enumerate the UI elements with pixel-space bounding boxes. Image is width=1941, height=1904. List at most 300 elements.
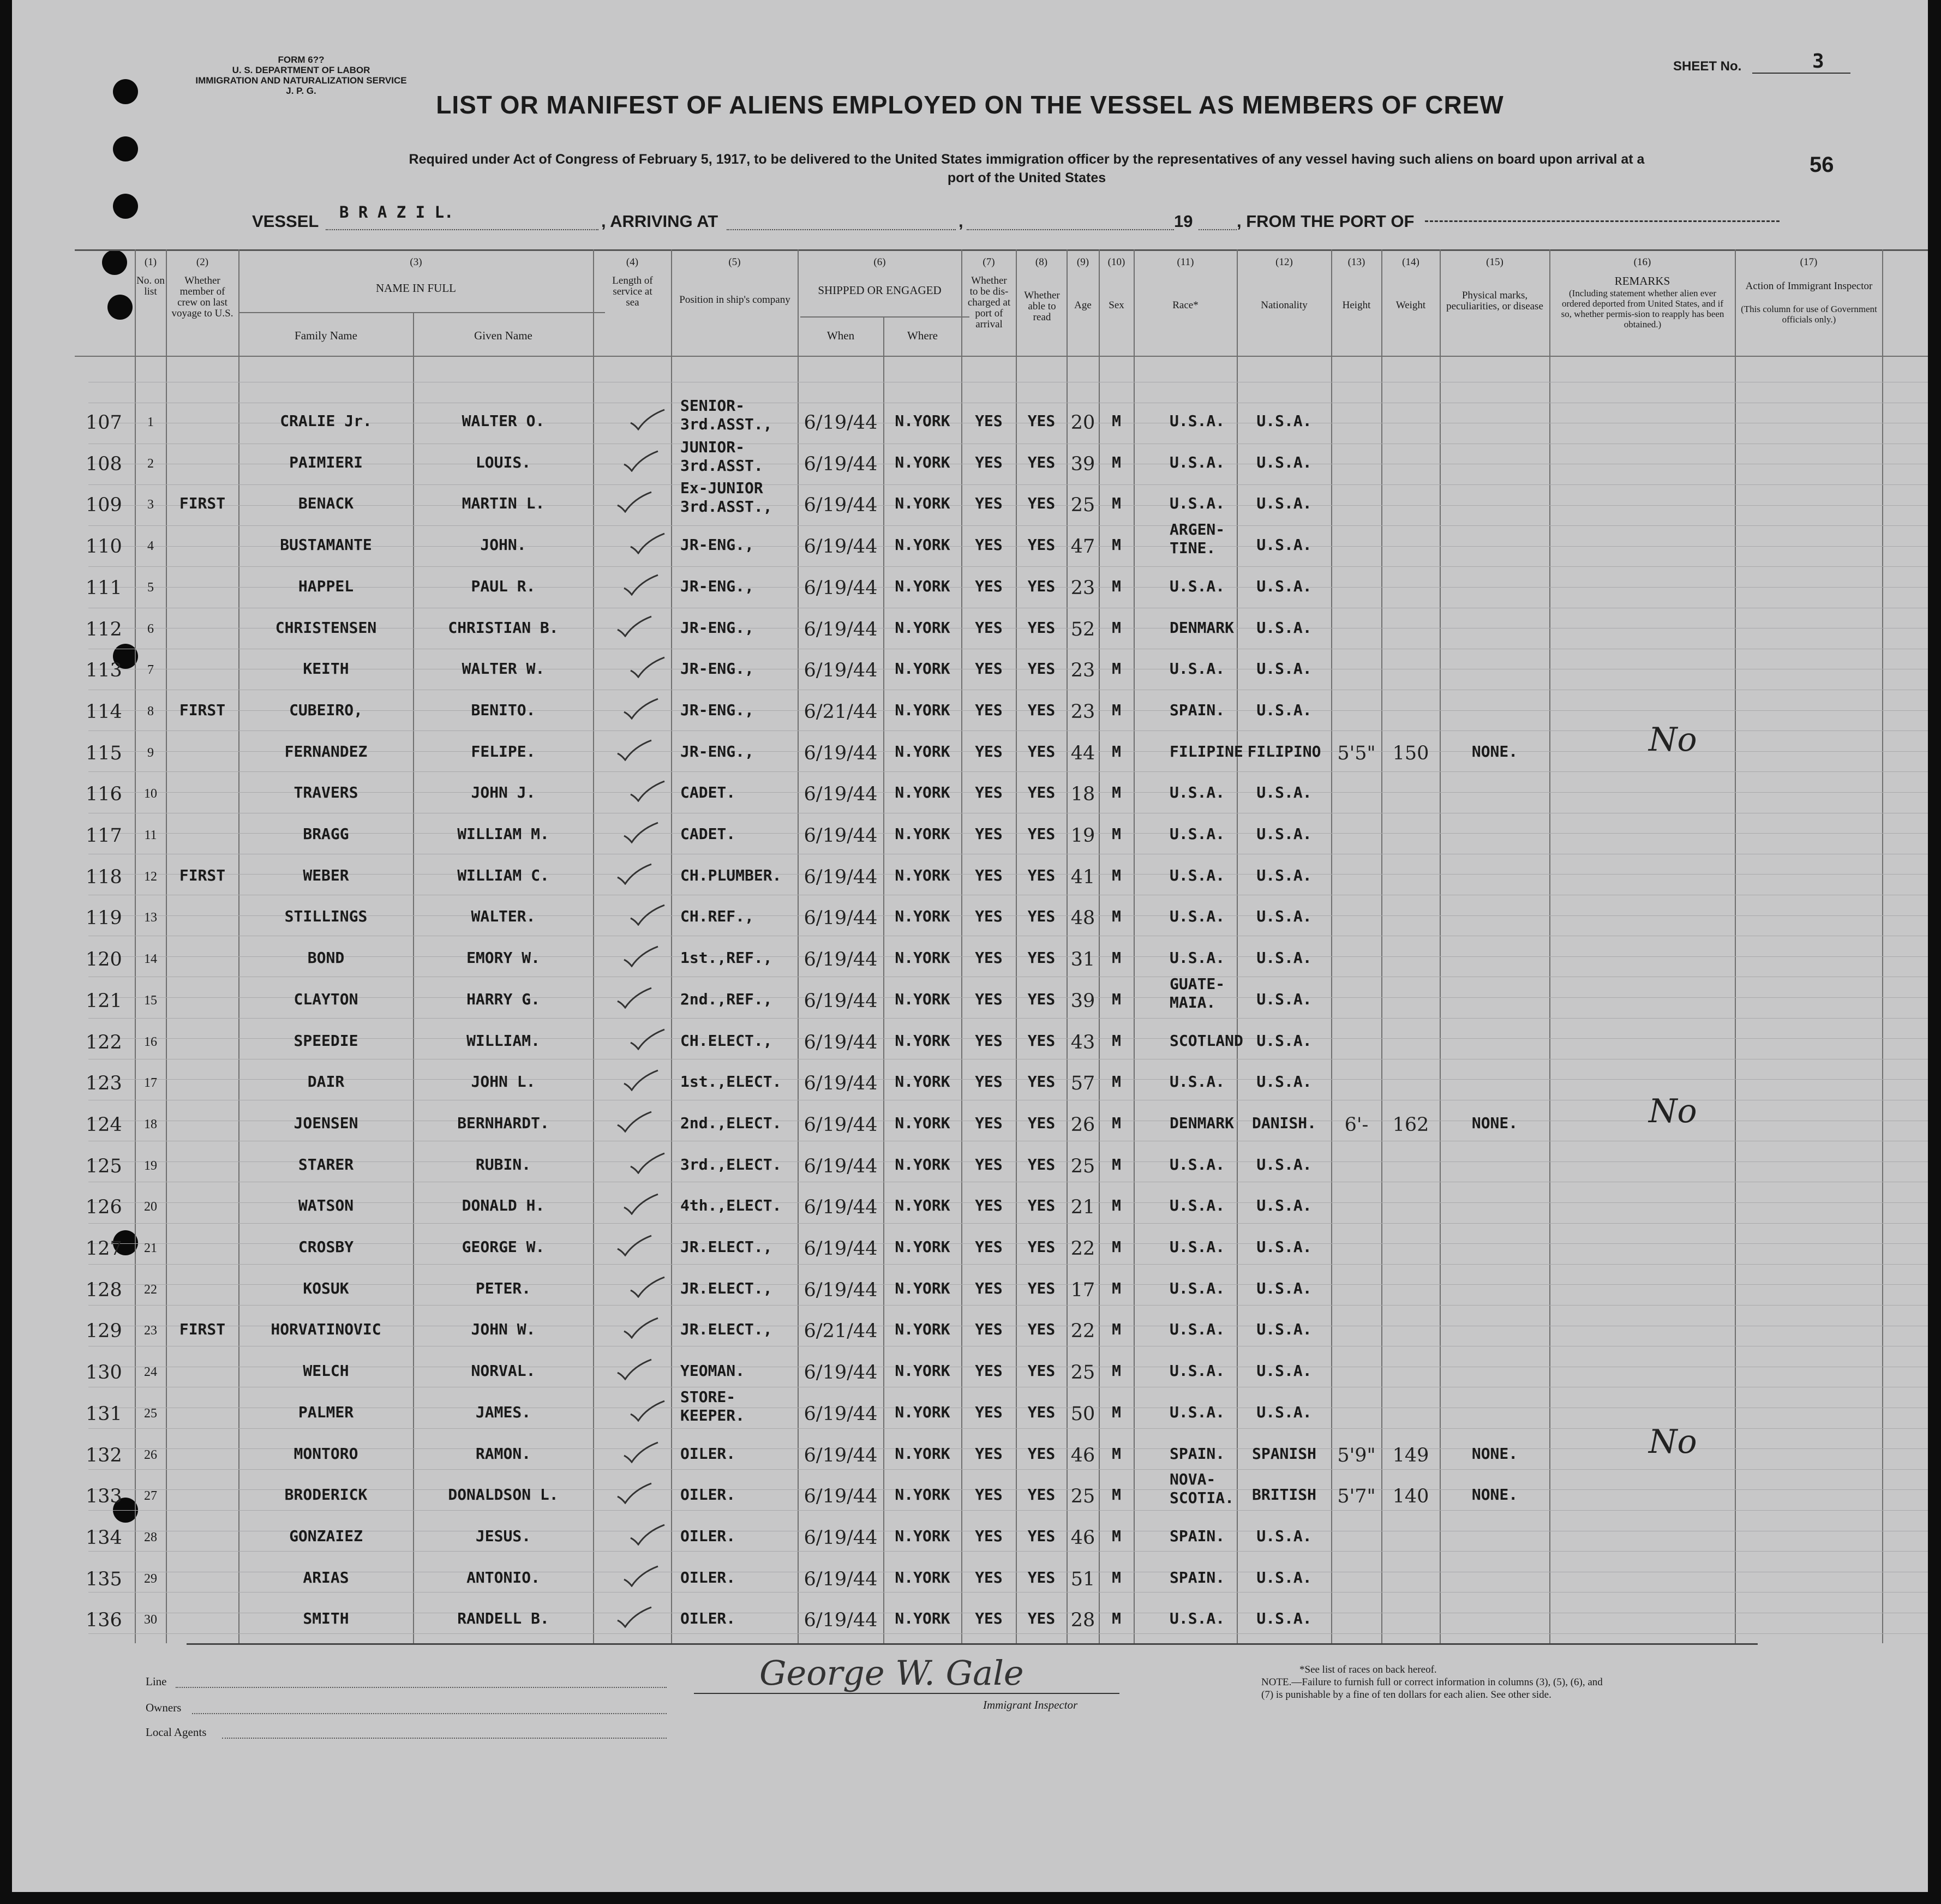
last-voyage: FIRST: [179, 701, 226, 719]
nationality: U.S.A.: [1256, 990, 1312, 1008]
able-to-read: YES: [1027, 1155, 1056, 1173]
punch-hole: [113, 136, 138, 161]
last-voyage: FIRST: [179, 494, 226, 512]
race: U.S.A.: [1170, 1403, 1225, 1421]
sex: M: [1112, 1362, 1121, 1380]
able-to-read: YES: [1027, 1073, 1056, 1091]
discharged: YES: [975, 619, 1003, 637]
position: JR-ENG.,: [680, 701, 754, 719]
owners-label: Owners: [146, 1701, 182, 1714]
given-name: JESUS.: [475, 1527, 531, 1545]
form-number: FORM 6??: [278, 55, 325, 65]
family-name: BRAGG: [303, 825, 349, 843]
races-note: *See list of races on back hereof.: [1299, 1664, 1437, 1675]
shipped-where: N.YORK: [895, 701, 950, 719]
sex: M: [1112, 1568, 1121, 1586]
position: 2nd.,REF.,: [680, 990, 772, 1008]
family-name: PAIMIERI: [289, 453, 363, 471]
given-name: EMORY W.: [466, 949, 540, 967]
year-blank: [1199, 229, 1237, 230]
race: SPAIN.: [1170, 1527, 1225, 1545]
row-reference-number: 131: [86, 1403, 122, 1425]
list-number: 9: [147, 746, 154, 760]
sex: M: [1112, 1155, 1121, 1173]
nationality: U.S.A.: [1256, 1609, 1312, 1627]
able-to-read: YES: [1027, 536, 1056, 554]
col-num-5: (5): [728, 256, 741, 268]
check-mark-icon: [615, 1358, 654, 1380]
col-num-17: (17): [1800, 256, 1818, 268]
shipped-when: 6/19/44: [804, 1362, 878, 1384]
race: U.S.A.: [1170, 1073, 1225, 1091]
shipped-where: N.YORK: [895, 1279, 950, 1297]
race: U.S.A.: [1170, 866, 1225, 884]
race: U.S.A.: [1170, 1155, 1225, 1173]
table-header-rule: [75, 356, 1928, 357]
race: U.S.A.: [1170, 1320, 1225, 1338]
discharged: YES: [975, 825, 1003, 843]
row-reference-number: 114: [86, 701, 122, 723]
check-mark-icon: [615, 615, 654, 637]
check-mark-icon: [615, 739, 654, 761]
shipped-where: N.YORK: [895, 1445, 950, 1463]
discharged: YES: [975, 949, 1003, 967]
vessel-label: VESSEL: [252, 212, 319, 231]
col-num-9: (9): [1076, 256, 1089, 268]
given-name: WALTER O.: [462, 412, 545, 430]
race: DENMARK: [1170, 1114, 1235, 1132]
position: JR-ENG.,: [680, 577, 754, 595]
race: U.S.A.: [1170, 453, 1225, 471]
shipped-when: 6/19/44: [804, 1486, 878, 1507]
check-mark-icon: [628, 780, 667, 802]
check-mark-icon: [615, 1235, 654, 1256]
race: DENMARK: [1170, 619, 1235, 637]
shipped-where: N.YORK: [895, 1196, 950, 1214]
ruled-line: [88, 1551, 1928, 1552]
shipped-where: N.YORK: [895, 1032, 950, 1050]
sex: M: [1112, 1486, 1121, 1504]
row-reference-number: 107: [86, 412, 122, 434]
row-reference-number: 120: [86, 949, 122, 971]
given-name: WILLIAM.: [466, 1032, 540, 1050]
family-name: GONZAIEZ: [289, 1527, 363, 1545]
position: SENIOR-: [680, 397, 745, 415]
able-to-read: YES: [1027, 990, 1056, 1008]
sex: M: [1112, 494, 1121, 512]
nationality: U.S.A.: [1256, 1527, 1312, 1545]
shipped-when: 6/19/44: [804, 536, 878, 558]
given-name: HARRY G.: [466, 990, 540, 1008]
list-number: 8: [147, 704, 154, 719]
physical-marks: NONE.: [1471, 1445, 1518, 1463]
list-number: 14: [144, 952, 157, 966]
age: 50: [1070, 1403, 1095, 1425]
check-mark-icon: [615, 987, 654, 1009]
shipped-where: N.YORK: [895, 1073, 950, 1091]
fine-note-line1: NOTE.—Failure to furnish full or correct information in columns (3), (5), (6), and: [1261, 1677, 1603, 1688]
age: 21: [1070, 1196, 1095, 1218]
position: 3rd.ASST.: [680, 457, 763, 475]
list-number: 18: [144, 1117, 157, 1131]
column-divider: [1134, 249, 1135, 1643]
discharged: YES: [975, 783, 1003, 801]
nationality: U.S.A.: [1256, 1196, 1312, 1214]
age: 25: [1070, 1155, 1095, 1177]
col-num-2: (2): [196, 256, 209, 268]
check-mark-icon: [615, 1482, 654, 1504]
arriving-at-blank: [727, 229, 956, 230]
family-name: BUSTAMANTE: [280, 536, 372, 554]
nationality: FILIPINO: [1247, 743, 1321, 761]
position: JUNIOR-: [680, 438, 745, 456]
shipped-when: 6/19/44: [804, 990, 878, 1012]
nationality: U.S.A.: [1256, 1238, 1312, 1256]
family-name: BRODERICK: [284, 1486, 368, 1504]
family-name: HAPPEL: [298, 577, 354, 595]
nationality: U.S.A.: [1256, 494, 1312, 512]
nationality: U.S.A.: [1256, 453, 1312, 471]
shipped-when: 6/19/44: [804, 453, 878, 475]
discharged: YES: [975, 1073, 1003, 1091]
col-head-10: Sex: [1109, 300, 1124, 311]
able-to-read: YES: [1027, 1238, 1056, 1256]
position: OILER.: [680, 1486, 736, 1504]
able-to-read: YES: [1027, 1403, 1056, 1421]
col-head-17: Action of Immigrant Inspector: [1745, 280, 1873, 292]
table-top-rule: [75, 249, 1928, 251]
discharged: YES: [975, 743, 1003, 761]
given-name: MARTIN L.: [462, 494, 545, 512]
discharged: YES: [975, 1238, 1003, 1256]
discharged: YES: [975, 1403, 1003, 1421]
list-number: 27: [144, 1489, 157, 1503]
list-number: 7: [147, 663, 154, 677]
position: 4th.,ELECT.: [680, 1196, 782, 1214]
discharged: YES: [975, 660, 1003, 678]
nationality: U.S.A.: [1256, 866, 1312, 884]
nationality: U.S.A.: [1256, 1362, 1312, 1380]
sex: M: [1112, 1527, 1121, 1545]
col-num-12: (12): [1275, 256, 1293, 268]
given-name: WALTER.: [471, 907, 536, 925]
sex: M: [1112, 1196, 1121, 1214]
shipped-subheader-rule: [800, 316, 969, 318]
nationality: U.S.A.: [1256, 577, 1312, 595]
shipped-where: N.YORK: [895, 825, 950, 843]
position: CADET.: [680, 825, 736, 843]
shipped-when: 6/19/44: [804, 1609, 878, 1631]
column-divider: [413, 312, 414, 1643]
family-name: WEBER: [303, 866, 349, 884]
list-number: 2: [147, 457, 154, 471]
check-mark-icon: [628, 409, 667, 430]
given-name: GEORGE W.: [462, 1238, 545, 1256]
list-number: 26: [144, 1448, 157, 1462]
shipped-where: N.YORK: [895, 907, 950, 925]
row-reference-number: 113: [86, 660, 122, 681]
able-to-read: YES: [1027, 1527, 1056, 1545]
form-code: J. P. G.: [286, 86, 316, 96]
col-num-10: (10): [1107, 256, 1125, 268]
check-mark-icon: [622, 945, 660, 967]
shipped-when: 6/21/44: [804, 701, 878, 723]
shipped-where: N.YORK: [895, 1362, 950, 1380]
able-to-read: YES: [1027, 660, 1056, 678]
race: FILIPINE: [1170, 743, 1243, 761]
list-number: 30: [144, 1613, 157, 1627]
row-reference-number: 111: [86, 577, 122, 599]
sex: M: [1112, 1403, 1121, 1421]
col-head-7: Whether to be dis-charged at port of arrival: [967, 275, 1011, 330]
race: SPAIN.: [1170, 1568, 1225, 1586]
nationality: SPANISH: [1251, 1445, 1316, 1463]
column-divider: [798, 249, 799, 1643]
ruled-line: [88, 1633, 1928, 1634]
sex: M: [1112, 1445, 1121, 1463]
race: SPAIN.: [1170, 701, 1225, 719]
shipped-when: 6/19/44: [804, 1403, 878, 1425]
given-name: FELIPE.: [471, 743, 536, 761]
line-label: Line: [146, 1675, 167, 1688]
nationality: U.S.A.: [1256, 1279, 1312, 1297]
row-reference-number: 121: [86, 990, 122, 1012]
given-name: BENITO.: [471, 701, 536, 719]
sex: M: [1112, 453, 1121, 471]
discharged: YES: [975, 1527, 1003, 1545]
age: 20: [1070, 412, 1095, 434]
weight: 149: [1392, 1445, 1429, 1466]
given-name: JOHN W.: [471, 1320, 536, 1338]
list-number: 17: [144, 1076, 157, 1090]
sex: M: [1112, 866, 1121, 884]
row-reference-number: 110: [86, 536, 122, 558]
discharged: YES: [975, 1114, 1003, 1132]
nationality: U.S.A.: [1256, 412, 1312, 430]
given-name-header: Given Name: [474, 329, 532, 342]
discharged: YES: [975, 1486, 1003, 1504]
discharged: YES: [975, 494, 1003, 512]
check-mark-icon: [622, 574, 660, 596]
shipped-when: 6/19/44: [804, 577, 878, 599]
shipped-where: N.YORK: [895, 1568, 950, 1586]
race: NOVA-: [1170, 1470, 1216, 1488]
ruled-line: [88, 484, 1928, 485]
requirement-line: port of the United States: [947, 170, 1106, 185]
from-port-label: , FROM THE PORT OF: [1237, 212, 1415, 231]
column-divider: [883, 316, 884, 1643]
shipped-where: N.YORK: [895, 453, 950, 471]
discharged: YES: [975, 453, 1003, 471]
sex: M: [1112, 619, 1121, 637]
age: 23: [1070, 701, 1095, 723]
race: U.S.A.: [1170, 660, 1225, 678]
shipped-when: 6/19/44: [804, 825, 878, 847]
age: 22: [1070, 1320, 1095, 1342]
given-name: PAUL R.: [471, 577, 536, 595]
family-name: CROSBY: [298, 1238, 354, 1256]
race: SPAIN.: [1170, 1445, 1225, 1463]
ruled-line: [88, 771, 1928, 772]
given-name: LOUIS.: [475, 453, 531, 471]
age: 51: [1070, 1568, 1095, 1590]
list-number: 13: [144, 911, 157, 925]
shipped-when: 6/19/44: [804, 412, 878, 434]
family-name: BENACK: [298, 494, 354, 512]
discharged: YES: [975, 577, 1003, 595]
position: STORE-: [680, 1388, 736, 1406]
discharged: YES: [975, 1279, 1003, 1297]
col-head-13: Height: [1342, 300, 1371, 311]
nationality: U.S.A.: [1256, 536, 1312, 554]
list-number: 5: [147, 580, 154, 595]
col-head-8: Whether able to read: [1024, 290, 1060, 323]
sex: M: [1112, 577, 1121, 595]
age: 19: [1070, 825, 1095, 847]
check-mark-icon: [628, 1152, 667, 1174]
col-head-5: Position in ship's company: [679, 294, 790, 306]
able-to-read: YES: [1027, 453, 1056, 471]
row-reference-number: 123: [86, 1073, 122, 1094]
nationality: U.S.A.: [1256, 783, 1312, 801]
position: KEEPER.: [680, 1406, 745, 1424]
shipped-where: N.YORK: [895, 783, 950, 801]
position: JR.ELECT.,: [680, 1320, 772, 1338]
page-number: 56: [1810, 153, 1834, 177]
year-label: 19: [1174, 212, 1193, 231]
col-head-1: No. on list: [136, 275, 165, 297]
age: 57: [1070, 1073, 1095, 1094]
row-reference-number: 125: [86, 1155, 122, 1177]
list-number: 23: [144, 1324, 157, 1338]
able-to-read: YES: [1027, 577, 1056, 595]
able-to-read: YES: [1027, 1568, 1056, 1586]
given-name: WALTER W.: [462, 660, 545, 678]
age: 31: [1070, 949, 1095, 971]
row-reference-number: 130: [86, 1362, 122, 1384]
age: 44: [1070, 743, 1095, 764]
when-header: When: [826, 329, 855, 342]
punch-hole: [107, 295, 133, 320]
discharged: YES: [975, 990, 1003, 1008]
inspector-note: (This column for use of Government officials only.): [1741, 304, 1877, 325]
where-header: Where: [907, 329, 938, 342]
check-mark-icon: [628, 1400, 667, 1422]
age: 22: [1070, 1238, 1095, 1260]
column-divider: [1099, 249, 1100, 1643]
arriving-at-label: , ARRIVING AT: [601, 212, 718, 231]
check-mark-icon: [615, 1606, 654, 1628]
age: 43: [1070, 1032, 1095, 1053]
row-reference-number: 129: [86, 1320, 122, 1342]
shipped-when: 6/19/44: [804, 866, 878, 888]
nationality: U.S.A.: [1256, 1073, 1312, 1091]
physical-marks: NONE.: [1471, 1114, 1518, 1132]
discharged: YES: [975, 412, 1003, 430]
ruled-line: [88, 1469, 1928, 1470]
owners-blank: [192, 1713, 667, 1714]
shipped-when: 6/19/44: [804, 619, 878, 640]
column-divider: [671, 249, 672, 1643]
family-name: SPEEDIE: [293, 1032, 358, 1050]
vessel-blank: [326, 229, 598, 230]
check-mark-icon: [622, 1441, 660, 1463]
ruled-line: [88, 1305, 1928, 1306]
family-name: KOSUK: [303, 1279, 349, 1297]
row-reference-number: 116: [86, 783, 122, 805]
column-divider: [135, 249, 136, 1643]
shipped-when: 6/19/44: [804, 1568, 878, 1590]
given-name: DONALDSON L.: [448, 1486, 559, 1504]
able-to-read: YES: [1027, 1196, 1056, 1214]
race: SCOTLAND: [1170, 1032, 1243, 1050]
list-number: 6: [147, 622, 154, 636]
row-reference-number: 118: [86, 866, 122, 888]
able-to-read: YES: [1027, 1320, 1056, 1338]
punch-hole: [113, 194, 138, 219]
row-reference-number: 122: [86, 1032, 122, 1053]
shipped-when: 6/19/44: [804, 1445, 878, 1466]
age: 17: [1070, 1279, 1095, 1301]
height: 5'7": [1337, 1486, 1376, 1507]
shipped-where: N.YORK: [895, 949, 950, 967]
check-mark-icon: [615, 491, 654, 513]
column-divider: [238, 249, 239, 1643]
list-number: 10: [144, 787, 157, 801]
age: 18: [1070, 783, 1095, 805]
age: 23: [1070, 577, 1095, 599]
given-name: CHRISTIAN B.: [448, 619, 559, 637]
family-name: BOND: [307, 949, 345, 967]
nationality: BRITISH: [1251, 1486, 1316, 1504]
shipped-when: 6/19/44: [804, 1527, 878, 1549]
race: U.S.A.: [1170, 783, 1225, 801]
position: JR.ELECT.,: [680, 1238, 772, 1256]
physical-marks: NONE.: [1471, 743, 1518, 761]
shipped-where: N.YORK: [895, 1527, 950, 1545]
col-num-8: (8): [1035, 256, 1048, 268]
ruled-line: [88, 1264, 1928, 1265]
check-mark-icon: [615, 1111, 654, 1133]
ruled-line: [88, 1018, 1928, 1019]
row-reference-number: 115: [86, 743, 122, 764]
position: 3rd.ASST.,: [680, 415, 772, 433]
age: 26: [1070, 1114, 1095, 1136]
race: U.S.A.: [1170, 1238, 1225, 1256]
sex: M: [1112, 990, 1121, 1008]
nationality: U.S.A.: [1256, 619, 1312, 637]
col-num-4: (4): [626, 256, 639, 268]
col-num-11: (11): [1177, 256, 1194, 268]
discharged: YES: [975, 536, 1003, 554]
col-head-12: Nationality: [1261, 300, 1308, 311]
shipped-when: 6/19/44: [804, 1155, 878, 1177]
row-reference-number: 135: [86, 1568, 122, 1590]
col-head-6: SHIPPED OR ENGAGED: [818, 284, 942, 297]
sex: M: [1112, 1073, 1121, 1091]
check-mark-icon: [628, 1524, 667, 1546]
list-number: 28: [144, 1530, 157, 1544]
race: U.S.A.: [1170, 825, 1225, 843]
list-number: 22: [144, 1283, 157, 1297]
shipped-when: 6/19/44: [804, 949, 878, 971]
age: 46: [1070, 1527, 1095, 1549]
family-name: KEITH: [303, 660, 349, 678]
check-mark-icon: [622, 1193, 660, 1215]
column-divider: [961, 249, 962, 1643]
given-name: WILLIAM C.: [457, 866, 549, 884]
shipped-where: N.YORK: [895, 743, 950, 761]
